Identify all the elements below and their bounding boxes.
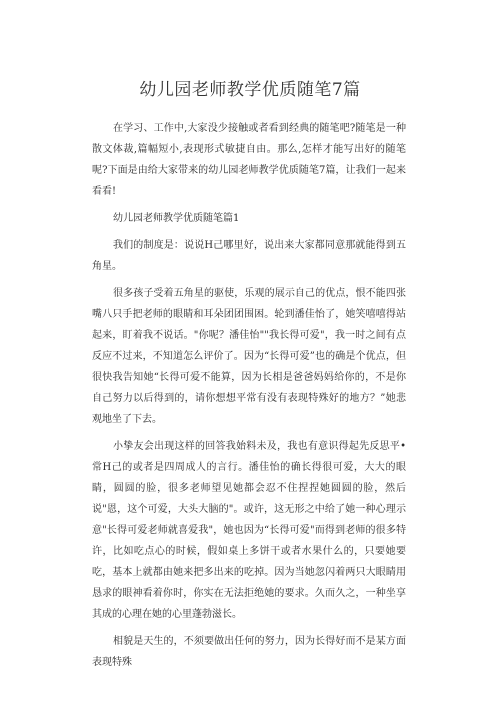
body-paragraph: 相貌是天生的，不须要做出任何的努力，因为长得好而不是某方面表现特殊	[92, 636, 406, 668]
body-paragraph: 我们的制度是：说说H己哪里好，说出来大家都同意那就能得到五角星。	[92, 240, 406, 272]
document-body	[92, 118, 406, 679]
body-paragraph: 很多孩子受着五角星的驱使，乐观的展示自己的优点，恨不能四张嘴八只手把老师的眼睛和耳朵团团围困。轮到潘佳怡了，她笑嘻嘻得站起来，盯着我不说话。"你呢？潘佳怡""我长得可爱"，我一时之间有点反应不过来，不知道怎么评价了。因为“长得可爱”也的确是个优点，但很快我告知她“长得可爱不能算，因为长相是爸爸妈妈给你的，不是你自己努力以后得到的，请你想想平常有没有表现特殊好的地方？”她悲观地坐了下去。	[92, 288, 406, 425]
document-title: 幼儿园老师教学优质随笔7篇	[139, 80, 361, 100]
section-heading: 幼儿园老师教学优质随笔篇1	[113, 213, 240, 224]
body-paragraph: 小挚友会出现这样的回答我始料未及，我也有意识得起先反思平•常H己的或者是四周成人的言行。潘佳怡的确长得很可爱，大大的眼睛，圆圆的脸，很多老师望见她都会忍不住捏捏她圆圆的脸，然后说"恩，这个可爱，大头大脑的"。或许，这无形之中给了她一种心理示意"长得可爱老师就喜爱我"，她也因为“长得可爱"而得到老师的很多特许，比如吃点心的时候，假如桌上多饼干或者水果什么的，只要她要吃，基本上就都由她来把多出来的吃掉。因为当她忽闪着两只大眼睛用恳求的眼神看着你时，你实在无法拒绝她的要求。久而久之，一种坐享其成的心理在她的心里蓬勃滋长。	[92, 441, 406, 620]
intro-paragraph: 在学习、工作中,大家没少接触或者看到经典的随笔吧?随笔是一种散文体裁,篇幅短小,表现形式敏捷自由。那么,怎样才能写出好的随笔呢?下面是由给大家带来的幼儿园老师教学优质随笔7篇，让我们一起来看看!	[92, 123, 406, 197]
